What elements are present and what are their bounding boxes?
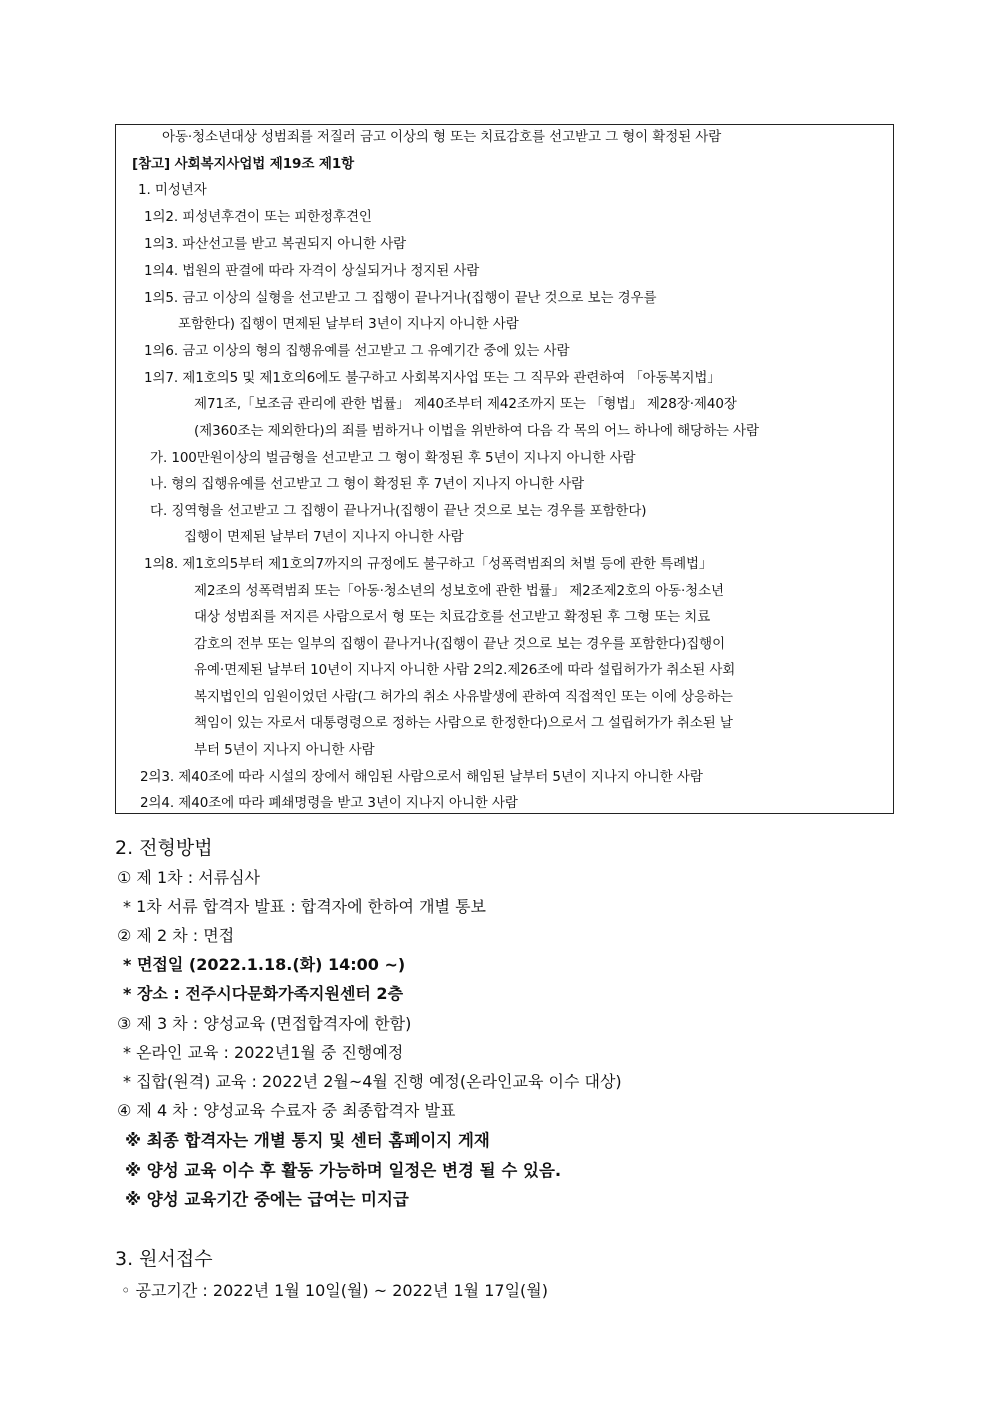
- box-line: (제360조는 제외한다)의 죄를 범하거나 이법을 위반하여 다음 각 목의 어느 하나에 해당하는 사람: [194, 423, 759, 439]
- box-line: 1의8. 제1호의5부터 제1호의7까지의 규정에도 불구하고「성폭력범죄의 처벌 등에 관한 특례법」: [144, 556, 713, 572]
- box-line-reference-title: [참고] 사회복지사업법 제19조 제1항: [132, 156, 355, 172]
- box-line: 1. 미성년자: [138, 182, 207, 198]
- box-line: 1의5. 금고 이상의 실형을 선고받고 그 집행이 끝나거나(집행이 끝난 것으로 보는 경우를: [144, 290, 657, 306]
- note-no-pay: ※ 양성 교육기간 중에는 급여는 미지급: [125, 1190, 409, 1209]
- step-1: ① 제 1차 : 서류심사: [117, 868, 260, 887]
- disqualification-box: [115, 124, 894, 814]
- note-schedule-change: ※ 양성 교육 이수 후 활동 가능하며 일정은 변경 될 수 있음.: [125, 1161, 562, 1180]
- box-line: 제2조의 성폭력범죄 또는「아동·청소년의 성보호에 관한 법률」 제2조제2호의 아동·청소년: [194, 583, 724, 599]
- step-3: ③ 제 3 차 : 양성교육 (면접합격자에 한함): [117, 1014, 412, 1033]
- online-training: * 온라인 교육 : 2022년1월 중 진행예정: [123, 1043, 404, 1062]
- box-line: 1의4. 법원의 판결에 따라 자격이 상실되거나 정지된 사람: [144, 263, 480, 279]
- box-line: 책임이 있는 자로서 대통령령으로 정하는 사람으로 한정한다)으로서 그 설립허가가 취소된 날: [194, 715, 733, 731]
- box-line: 감호의 전부 또는 일부의 집행이 끝나거나(집행이 끝난 것으로 보는 경우를 포함한다)집행이: [194, 636, 726, 652]
- offline-training: * 집합(원격) 교육 : 2022년 2월~4월 진행 예정(온라인교육 이수 대상): [123, 1072, 622, 1091]
- note-final-announcement: ※ 최종 합격자는 개별 통지 및 센터 홈페이지 게재: [125, 1131, 490, 1150]
- box-line: 제71조,「보조금 관리에 관한 법률」 제40조부터 제42조까지 또는 「형법」 제28장·제40장: [194, 396, 737, 412]
- section-2-title: 2. 전형방법: [115, 837, 213, 859]
- box-line: 복지법인의 임원이었던 사람(그 허가의 취소 사유발생에 관하여 직접적인 또는 이에 상응하는: [194, 689, 733, 705]
- box-line: 1의3. 파산선고를 받고 복권되지 아니한 사람: [144, 236, 407, 252]
- box-line: 1의2. 피성년후견이 또는 피한정후견인: [144, 209, 372, 225]
- box-line: 부터 5년이 지나지 아니한 사람: [194, 742, 375, 758]
- posting-period: ◦ 공고기간 : 2022년 1월 10일(월) ~ 2022년 1월 17일(월): [121, 1281, 548, 1300]
- box-line: 아동·청소년대상 성범죄를 저질러 금고 이상의 형 또는 치료감호를 선고받고 그 형이 확정된 사람: [162, 129, 722, 145]
- step-2: ② 제 2 차 : 면접: [117, 926, 235, 945]
- step-1-note: * 1차 서류 합격자 발표 : 합격자에 한하여 개별 통보: [123, 897, 487, 916]
- box-line: 다. 징역형을 선고받고 그 집행이 끝나거나(집행이 끝난 것으로 보는 경우를 포함한다): [150, 503, 647, 519]
- box-line: 유예·면제된 날부터 10년이 지나지 아니한 사람 2의2.제26조에 따라 설립허가가 취소된 사회: [194, 662, 736, 678]
- box-line: 1의7. 제1호의5 및 제1호의6에도 불구하고 사회복지사업 또는 그 직무와 관련하여 「아동복지법」: [144, 370, 721, 386]
- interview-place: * 장소 : 전주시다문화가족지원센터 2층: [123, 984, 404, 1003]
- section-3-title: 3. 원서접수: [115, 1248, 213, 1270]
- box-line: 2의4. 제40조에 따라 폐쇄명령을 받고 3년이 지나지 아니한 사람: [140, 795, 518, 811]
- box-line: 나. 형의 집행유예를 선고받고 그 형이 확정된 후 7년이 지나지 아니한 사람: [150, 476, 585, 492]
- interview-date: * 면접일 (2022.1.18.(화) 14:00 ~): [123, 955, 406, 974]
- box-line: 가. 100만원이상의 벌금형을 선고받고 그 형이 확정된 후 5년이 지나지 아니한 사람: [150, 450, 636, 466]
- box-line: 집행이 면제된 날부터 7년이 지나지 아니한 사람: [184, 529, 464, 545]
- box-line: 2의3. 제40조에 따라 시설의 장에서 해임된 사람으로서 해임된 날부터 5년이 지나지 아니한 사람: [140, 769, 703, 785]
- box-line: 1의6. 금고 이상의 형의 집행유예를 선고받고 그 유예기간 중에 있는 사람: [144, 343, 570, 359]
- box-line: 대상 성범죄를 저지른 사람으로서 형 또는 치료감호를 선고받고 확정된 후 그형 또는 치료: [194, 609, 711, 625]
- step-4: ④ 제 4 차 : 양성교육 수료자 중 최종합격자 발표: [117, 1101, 456, 1120]
- box-line: 포함한다) 집행이 면제된 날부터 3년이 지나지 아니한 사람: [178, 316, 519, 332]
